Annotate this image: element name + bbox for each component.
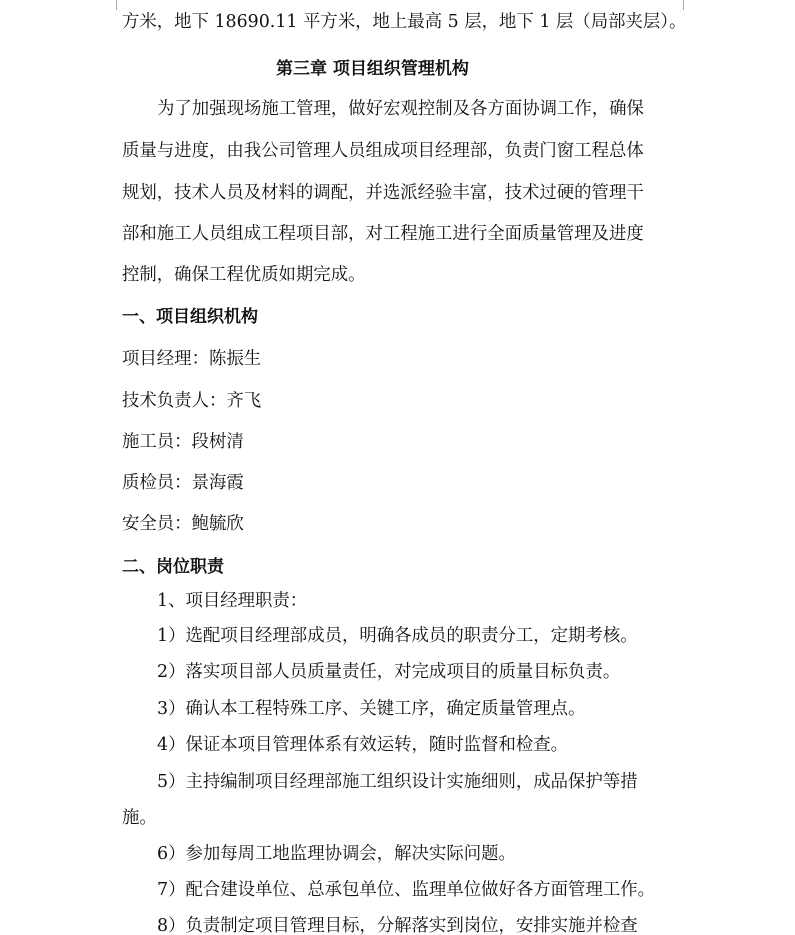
personnel-entry: 安全员：鲍毓欣 <box>122 514 244 534</box>
intro-line: 质量与进度，由我公司管理人员组成项目经理部，负责门窗工程总体 <box>122 141 644 161</box>
personnel-entry: 质检员：景海霞 <box>122 473 244 493</box>
intro-line: 控制，确保工程优质如期完成。 <box>122 265 366 285</box>
section2-subheading: 1、项目经理职责： <box>157 591 308 611</box>
intro-line: 规划，技术人员及材料的调配，并选派经验丰富，技术过硬的管理干 <box>122 183 644 203</box>
duty-item: 5）主持编制项目经理部施工组织设计实施细则，成品保护等措 <box>157 772 638 792</box>
personnel-entry: 项目经理：陈振生 <box>122 349 262 369</box>
duty-item: 1）选配项目经理部成员，明确各成员的职责分工，定期考核。 <box>157 626 638 646</box>
section1-heading: 一、项目组织机构 <box>122 307 258 327</box>
chapter-title: 第三章 项目组织管理机构 <box>276 59 469 79</box>
top-fragment-line: 方米，地下 18690.11 平方米，地上最高 5 层，地下 1 层（局部夹层）。 <box>122 12 687 32</box>
intro-line: 为了加强现场施工管理，做好宏观控制及各方面协调工作，确保 <box>157 99 644 119</box>
duty-item: 2）落实项目部人员质量责任，对完成项目的质量目标负责。 <box>157 662 621 682</box>
duty-item: 4）保证本项目管理体系有效运转，随时监督和检查。 <box>157 735 569 755</box>
intro-line: 部和施工人员组成工程项目部，对工程施工进行全面质量管理及进度 <box>122 224 644 244</box>
duty-item: 6）参加每周工地监理协调会，解决实际问题。 <box>157 844 516 864</box>
page-margin-mark-left <box>98 0 117 10</box>
duty-item: 7）配合建设单位、总承包单位、监理单位做好各方面管理工作。 <box>157 880 656 900</box>
section2-heading: 二、岗位职责 <box>122 557 224 577</box>
page-margin-mark-right <box>683 0 702 10</box>
personnel-entry: 施工员：段树清 <box>122 432 244 452</box>
duty-item: 3）确认本工程特殊工序、关键工序，确定质量管理点。 <box>157 699 586 719</box>
personnel-entry: 技术负责人：齐飞 <box>122 391 262 411</box>
duty-item: 8）负责制定项目管理目标，分解落实到岗位，安排实施并检查 <box>157 916 638 935</box>
duty-item-continuation: 施。 <box>122 808 157 828</box>
